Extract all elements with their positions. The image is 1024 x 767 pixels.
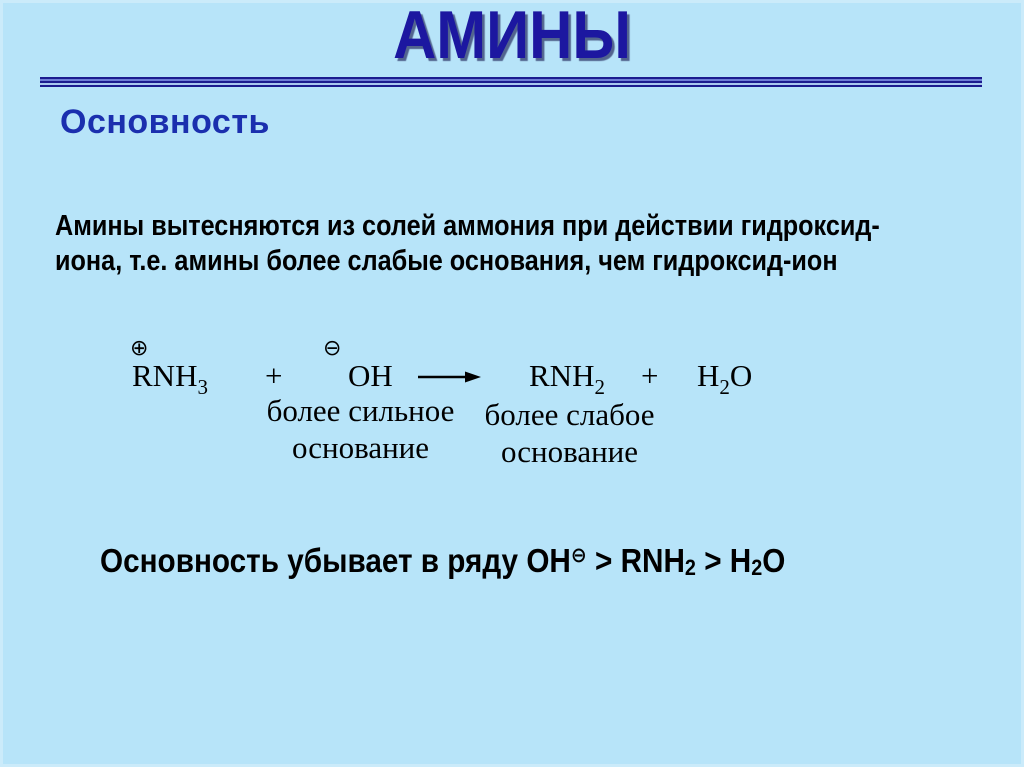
formula-text: H [697, 358, 720, 393]
formula-subscript: 2 [719, 375, 730, 399]
conclusion-subscript2: 2 [684, 555, 696, 580]
conclusion-segment3: > H [695, 542, 752, 579]
plus-charge-icon: ⊕ [130, 336, 149, 361]
label-stronger-base [248, 392, 473, 466]
formula-text: O [729, 358, 753, 393]
conclusion-segment2: > RNH [586, 542, 685, 579]
title-divider-line [40, 77, 982, 87]
body-paragraph-line2: иона, т.е. амины более слабые основания, чем гидроксид-ион [55, 245, 838, 277]
circled-minus-superscript-icon: ⊖ [570, 543, 587, 567]
section-heading: Основность [60, 103, 270, 141]
equation-reactant-alkylammonium [132, 357, 208, 398]
body-paragraph [55, 209, 880, 279]
label-stronger-base-line2: основание [291, 430, 430, 465]
equation-product-water [697, 357, 752, 398]
label-stronger-base-line1: более сильное [266, 393, 455, 428]
equation-product-amine [529, 357, 605, 398]
equation-plus-sign-1: + [265, 358, 283, 393]
formula-subscript: 2 [594, 375, 605, 399]
conclusion-prefix: Основность убывает в ряду OH [100, 542, 571, 579]
equation-plus-sign-2: + [641, 358, 659, 393]
equation-reactant-hydroxide: OH [348, 358, 393, 393]
conclusion-segment4: O [762, 542, 786, 579]
label-weaker-base-line1: более слабое [484, 397, 655, 432]
body-paragraph-line1: Амины вытесняются из солей аммония при действии гидроксид- [55, 210, 880, 242]
formula-subscript: 3 [197, 375, 208, 399]
slide-title: АМИНЫ [393, 0, 631, 73]
reaction-arrow-icon [418, 369, 481, 385]
label-weaker-base-line2: основание [500, 434, 639, 469]
minus-charge-icon: ⊖ [323, 336, 342, 361]
conclusion-text [100, 541, 785, 585]
formula-text: RNH [132, 358, 198, 393]
formula-text: RNH [529, 358, 595, 393]
label-weaker-base [462, 396, 677, 470]
conclusion-subscript3: 2 [751, 555, 763, 580]
